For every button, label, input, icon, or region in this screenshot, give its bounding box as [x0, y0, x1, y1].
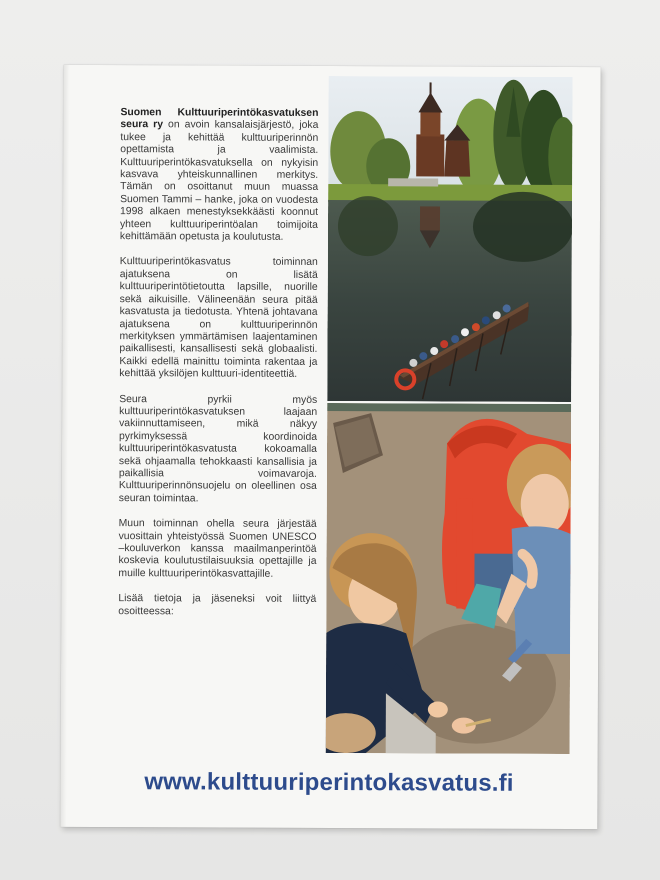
church-lake-photo	[327, 76, 572, 402]
paragraph-unesco: Muun toiminnan ohella seura järjestää vuosittain yhteistyössä Suomen UNESCO –kouluverkon kanssa maailmanperintöä koskevia koulutustilaisuuksia opettajille ja muille kulttuuriperintökasvattajille.	[118, 518, 317, 580]
church-lake-illustration	[327, 76, 572, 402]
paragraph-goals: Seura pyrkii myös kulttuuriperintökasvatuksen laajaan vakiinnuttamiseen, mikä näkyy pyrkimyksessä koordinoida kulttuuriperintökasvatusta kokoamalla sekä ohjaamalla tehokkaasti kansallisia ja paikallisia voimavaroja. Kulttuuriperinnönsuojelu on oleellinen osa seuran toimintaa.	[118, 393, 318, 505]
children-excavation-photo	[326, 403, 572, 754]
paragraph-intro-text: on avoin kansalaisjärjestö, joka tukee ja kehittää kulttuuriperinnön opettamista ja vaalimista. Kulttuuriperintökasvatuksella on nykyisin kasvava yhteiskunnallinen merkitys. Tämän on osoittanut muun muassa Suomen Tammi – hanke, joka on vuodesta 1998 alkaen menestyksekkäästi koonnut yhteen kulttuuriperintöalan toimijoita kehittämään opetusta ja koulutusta.	[119, 119, 319, 243]
society-name: Suomen Kulttuuriperintökasvatuksen seura ry	[120, 107, 319, 131]
paragraph-intro	[120, 107, 319, 244]
paragraph-mission: Kulttuuriperintökasvatus toiminnan ajatuksena on lisätä kulttuuriperintötietoutta lapsille, nuorille sekä aikuisille. Välineenään seura pitää kasvatusta ja tiedotusta. Yhtenä johtavana ajatuksena on kulttuuriperinnön merkityksen ymmärtämisen laajentaminen paikallisesti, kansallisesti sekä globaalisti. Kaikki edellä mainittu toiminta rakentaa ja kehittää yksilöjen kulttuuri-identiteettiä.	[119, 256, 318, 380]
website-url: www.kulttuuriperintokasvatus.fi	[144, 768, 514, 797]
paragraph-join: Lisää tietoja ja jäseneksi voit liittyä osoitteessa:	[118, 593, 317, 617]
book-back-cover	[60, 65, 600, 829]
body-text-column	[118, 107, 318, 632]
children-excavation-illustration	[326, 403, 572, 754]
spine-shadow	[60, 65, 69, 827]
